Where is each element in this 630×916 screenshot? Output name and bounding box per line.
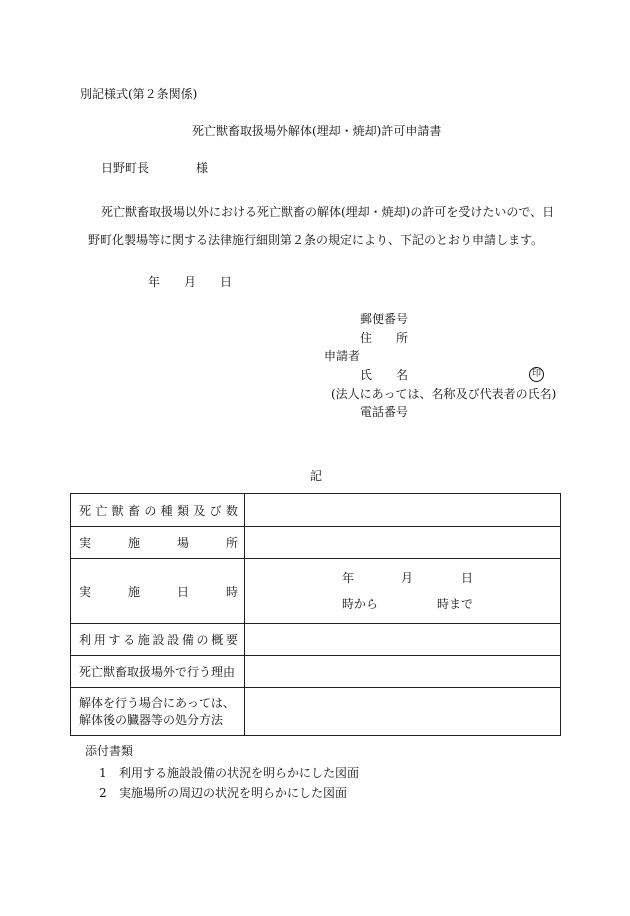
name-label-2: 名 — [396, 368, 409, 382]
applicant-label: 申請者 — [324, 349, 361, 363]
row-label-location: 実 施 場 所 — [71, 527, 245, 559]
row-label-reason: 死亡獣畜取扱場外で行う理由 — [71, 656, 245, 688]
phone-label: 電話番号 — [360, 405, 409, 419]
postal-code-label: 郵便番号 — [360, 312, 409, 326]
dt-year: 年 — [342, 571, 355, 585]
date-day: 日 — [220, 275, 233, 289]
addressee-name: 日野町長 — [101, 161, 150, 175]
table-row — [71, 494, 561, 527]
input-animal-type[interactable] — [245, 494, 561, 527]
name-label-1: 氏 — [360, 368, 373, 382]
corporation-note: (法人にあっては、名称及び代表者の氏名) — [331, 387, 557, 401]
dt-month: 月 — [401, 571, 414, 585]
row-label-datetime: 実 施 日 時 — [71, 559, 245, 624]
seal-mark: 印 — [529, 367, 544, 382]
body-line-2: 野町化製場等に関する法律施行細則第２条の規定により、下記のとおり申請します。 — [88, 233, 544, 247]
row-label-disposal: 解体を行う場合にあっては、 解体後の臓器等の処分方法 — [71, 688, 245, 736]
date-year: 年 — [148, 275, 161, 289]
form-reference: 別記様式(第２条関係) — [80, 87, 198, 101]
table-row — [71, 559, 561, 624]
row-label-facility: 利 用 す る 施 設 設 備 の 概 要 — [71, 624, 245, 656]
addressee-honorific: 様 — [196, 161, 209, 175]
row-label-animal-type: 死 亡 獣 畜 の 種 類 及 び 数 — [71, 494, 245, 527]
table-row — [71, 656, 561, 688]
address-label-1: 住 — [360, 331, 373, 345]
attachments-heading: 添付書類 — [85, 744, 134, 758]
document-title: 死亡獣畜取扱場外解体(埋却・焼却)許可申請書 — [192, 124, 442, 138]
input-datetime[interactable] — [245, 559, 561, 624]
input-disposal[interactable] — [245, 688, 561, 736]
attachment-text-2: 実施場所の周辺の状況を明らかにした図面 — [119, 786, 348, 800]
body-line-1: 死亡獣畜取扱場以外における死亡獣畜の解体(埋却・焼却)の許可を受けたいので、日 — [101, 205, 555, 219]
attachment-num-2: 2 — [99, 786, 107, 800]
attachment-text-1: 利用する施設設備の状況を明らかにした図面 — [119, 766, 360, 780]
dt-from: 時から — [342, 597, 379, 611]
attachment-num-1: 1 — [99, 766, 107, 780]
table-row — [71, 688, 561, 736]
application-table — [70, 493, 561, 736]
ki-heading: 記 — [310, 469, 323, 483]
input-facility[interactable] — [245, 624, 561, 656]
address-label-2: 所 — [396, 331, 409, 345]
table-row — [71, 527, 561, 559]
dt-to: 時まで — [437, 597, 474, 611]
date-month: 月 — [184, 275, 197, 289]
input-location[interactable] — [245, 527, 561, 559]
table-row — [71, 624, 561, 656]
input-reason[interactable] — [245, 656, 561, 688]
dt-day: 日 — [461, 571, 474, 585]
